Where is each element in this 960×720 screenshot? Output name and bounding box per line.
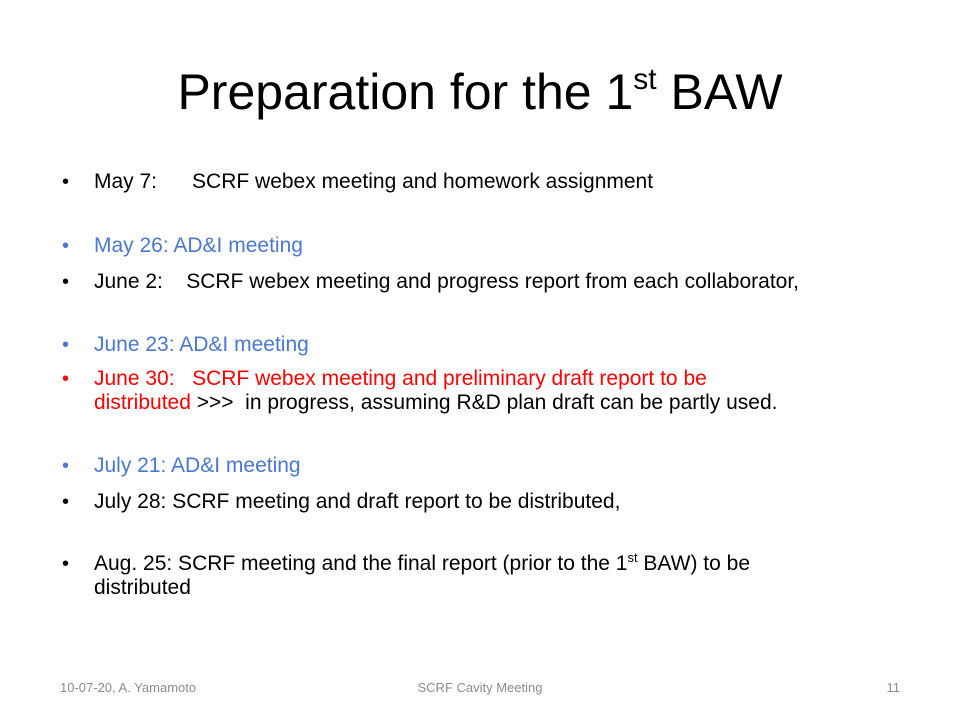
bullet-text: June 2: SCRF webex meeting and progress report from each collaborator, <box>94 270 800 293</box>
footer-page-number: 11 <box>886 680 900 695</box>
bullet-superscript: st <box>627 550 638 565</box>
bullet-red-word: distributed <box>94 391 191 414</box>
bullet-dot-icon: • <box>62 368 70 390</box>
bullet-text: July 28: SCRF meeting and draft report to be distributed, <box>94 490 621 513</box>
bullet-dot-icon: • <box>62 235 70 257</box>
footer-date-author: 10-07-20, A. Yamamoto <box>60 680 197 695</box>
bullet-dot-icon: • <box>62 334 70 356</box>
bullet-text <box>94 367 914 415</box>
title-superscript: st <box>633 63 657 96</box>
bullet-text: May 7: SCRF webex meeting and homework assignment <box>94 170 654 193</box>
bullet-dot-icon: • <box>62 455 70 477</box>
bullet-progress-note: >>> in progress, assuming R&D plan draft can be partly used. <box>190 391 778 414</box>
bullet-text <box>94 552 914 600</box>
bullet-dot-icon: • <box>62 553 70 575</box>
bullet-line: Aug. 25: SCRF meeting and the final report (prior to the 1 <box>94 552 628 575</box>
bullet-text: July 21: AD&I meeting <box>94 454 301 477</box>
footer-meeting-name: SCRF Cavity Meeting <box>417 680 543 695</box>
title-tail: BAW <box>656 64 783 120</box>
bullet-text: June 23: AD&I meeting <box>94 333 309 356</box>
bullet-dot-icon: • <box>62 271 70 293</box>
bullet-text: May 26: AD&I meeting <box>94 234 303 257</box>
bullet-line: distributed <box>94 576 191 599</box>
bullet-line: June 30: SCRF webex meeting and preliminary draft report to be <box>94 367 707 390</box>
bullet-dot-icon: • <box>62 491 70 513</box>
title-main: Preparation for the 1 <box>177 64 634 120</box>
bullet-dot-icon: • <box>62 171 70 193</box>
slide-title <box>0 60 960 124</box>
bullet-line-tail: BAW) to be <box>637 552 751 575</box>
